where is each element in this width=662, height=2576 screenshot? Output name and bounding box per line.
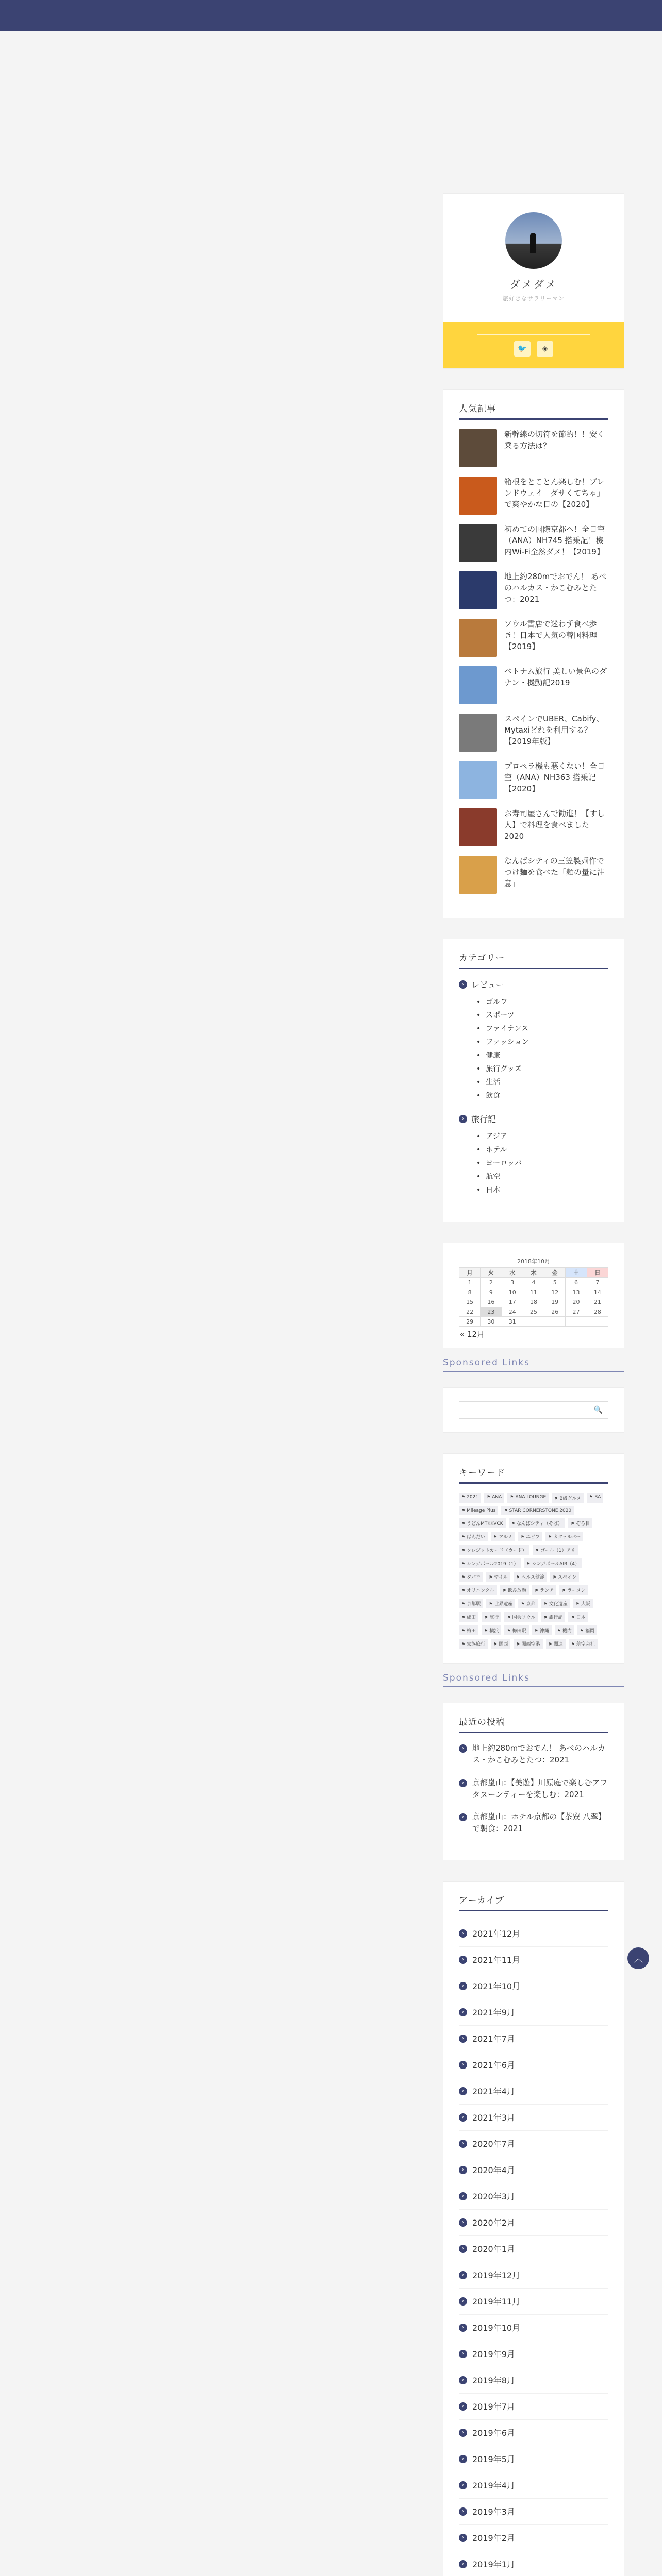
popular-post-item[interactable]: [459, 524, 608, 562]
calendar-day: 26: [544, 1307, 566, 1317]
archive-item[interactable]: [459, 2525, 608, 2551]
category-parent[interactable]: [459, 978, 608, 990]
archive-item-label[interactable]: 2021年3月: [472, 2113, 515, 2123]
calendar-day: 18: [523, 1297, 544, 1307]
keyword-tag[interactable]: ⚑ クレジットカード（カード）: [459, 1545, 529, 1555]
popular-post-thumbnail[interactable]: [459, 714, 497, 752]
archive-item-label[interactable]: 2019年2月: [472, 2533, 515, 2543]
keyword-tag[interactable]: ⚑ ランチ: [532, 1585, 556, 1595]
calendar-day: 31: [502, 1317, 523, 1327]
archive-item[interactable]: [459, 2551, 608, 2576]
archive-item-label[interactable]: 2021年11月: [472, 1955, 521, 1965]
calendar-weekday: 木: [523, 1268, 544, 1278]
recent-post-item[interactable]: [459, 1811, 608, 1835]
chevron-right-icon: ›: [459, 2166, 467, 2174]
popular-post-title[interactable]: 地上約280mでおでん！ あべのハルカス・かこむみとたつ：2021: [504, 572, 606, 604]
popular-post-thumbnail[interactable]: [459, 477, 497, 515]
chevron-right-icon: ›: [459, 2560, 467, 2568]
chevron-right-icon: ›: [459, 2271, 467, 2279]
chevron-right-icon: ›: [459, 1813, 467, 1821]
calendar-day: 10: [502, 1287, 523, 1297]
archive-item[interactable]: [459, 2367, 608, 2394]
category-item[interactable]: • 健康: [476, 1049, 608, 1062]
calendar-day: 3: [502, 1278, 523, 1287]
recent-post-item[interactable]: [459, 1742, 608, 1767]
calendar-day: 19: [544, 1297, 566, 1307]
category-item[interactable]: • 飲食: [476, 1089, 608, 1103]
keyword-tag[interactable]: ⚑ 梅田駅: [504, 1625, 528, 1635]
archive-item[interactable]: [459, 2446, 608, 2472]
search-widget: [443, 1387, 624, 1433]
popular-post-thumbnail[interactable]: [459, 429, 497, 467]
archive-item[interactable]: [459, 2499, 608, 2525]
keyword-tag[interactable]: ⚑ エビフ: [518, 1532, 542, 1541]
popular-post-title[interactable]: 初めての国際京都へ！全日空（ANA）NH745 搭乗記！機内Wi-Fi全然ダメ！【2019】: [504, 524, 605, 556]
popular-post-item[interactable]: [459, 856, 608, 894]
chevron-right-icon: ›: [459, 2245, 467, 2253]
archive-item-label[interactable]: 2020年4月: [472, 2165, 515, 2175]
calendar-day: 23: [481, 1307, 502, 1317]
profile-subtitle: 旅好きなサラリーマン: [503, 295, 565, 302]
calendar-day: 12: [544, 1287, 566, 1297]
category-item[interactable]: • アジア: [476, 1130, 608, 1143]
keyword-tag[interactable]: ⚑ なんばシティ（そば）: [509, 1518, 565, 1528]
calendar-widget: [443, 1243, 624, 1348]
archive-item-label[interactable]: 2019年12月: [472, 2270, 521, 2280]
archive-item[interactable]: [459, 2289, 608, 2315]
keyword-tag[interactable]: ⚑ 文化遺産: [541, 1599, 570, 1608]
sponsored-links-label: Sponsored Links: [443, 1358, 624, 1372]
calendar-weekday: 水: [502, 1268, 523, 1278]
popular-post-title[interactable]: ベトナム旅行 美しい景色のダナン・機動記2019: [504, 667, 607, 687]
category-children: [459, 995, 608, 1103]
archive-item-label[interactable]: 2020年3月: [472, 2192, 515, 2201]
calendar-day: 28: [587, 1307, 608, 1317]
recent-post-title[interactable]: 京都嵐山：ホテル京都の【茶寮 八翠】で朝食：2021: [472, 1812, 606, 1834]
sponsored-links-label-2: Sponsored Links: [443, 1673, 624, 1687]
popular-post-title[interactable]: なんばシティの三笠製麺作でつけ麺を食べた「麺の量に注意」: [504, 856, 605, 888]
chevron-right-icon: ›: [459, 2507, 467, 2516]
keyword-tag[interactable]: ⚑ STAR CORNERSTONE 2020: [501, 1506, 574, 1515]
keyword-tag[interactable]: ⚑ 梅田: [459, 1625, 478, 1635]
keyword-tag[interactable]: ⚑ BA: [587, 1493, 604, 1503]
keyword-tag[interactable]: ⚑ 大阪: [573, 1599, 593, 1608]
keyword-tag[interactable]: ⚑ ゴール（1）アリ: [533, 1545, 578, 1555]
chevron-right-icon: ›: [459, 2324, 467, 2332]
calendar-day: 14: [587, 1287, 608, 1297]
keyword-tag[interactable]: ⚑ 飲み放題: [500, 1585, 529, 1595]
category-item[interactable]: • ホテル: [476, 1143, 608, 1157]
calendar-day: 8: [459, 1287, 481, 1297]
calendar-day: 15: [459, 1297, 481, 1307]
keyword-tag[interactable]: ⚑ 旅行: [482, 1612, 501, 1622]
archive-widget: [443, 1881, 624, 2576]
chevron-right-icon: ›: [459, 2192, 467, 2200]
category-item[interactable]: • 航空: [476, 1170, 608, 1183]
calendar-weekday: 月: [459, 1268, 481, 1278]
sidebar: [443, 193, 624, 2576]
chevron-right-icon: ›: [459, 2087, 467, 2095]
calendar-day: 5: [544, 1278, 566, 1287]
profile-sns-bar: [443, 322, 624, 368]
calendar-week: [459, 1287, 608, 1297]
category-item[interactable]: • ファッション: [476, 1036, 608, 1049]
archive-item-label[interactable]: 2021年10月: [472, 1981, 521, 1991]
site-header-bar: [0, 0, 662, 31]
chevron-right-icon: ›: [459, 2534, 467, 2542]
archive-item[interactable]: [459, 2341, 608, 2367]
keyword-tag[interactable]: ⚑ 沖縄: [532, 1625, 552, 1635]
search-input[interactable]: [465, 1406, 594, 1414]
keyword-tag[interactable]: ⚑ 旅行記: [541, 1612, 565, 1622]
chevron-right-icon: ›: [459, 2402, 467, 2411]
keyword-tag[interactable]: ⚑ 家族旅行: [459, 1639, 488, 1649]
archive-item[interactable]: [459, 2105, 608, 2131]
popular-post-title[interactable]: お寿司屋さんで勧進！【すし人】で料理を食べました 2020: [504, 809, 605, 841]
calendar-day: 27: [566, 1307, 587, 1317]
calendar-week: [459, 1307, 608, 1317]
popular-post-thumbnail[interactable]: [459, 571, 497, 609]
chevron-right-icon: ›: [459, 1982, 467, 1990]
calendar-day: [566, 1317, 587, 1327]
archive-item[interactable]: [459, 2210, 608, 2236]
archive-item-label[interactable]: 2019年6月: [472, 2428, 515, 2438]
popular-post-item[interactable]: [459, 619, 608, 657]
keyword-tag[interactable]: ⚑ 国会ソウル: [504, 1612, 538, 1622]
popular-post-thumbnail[interactable]: [459, 666, 497, 704]
category-parent-label[interactable]: レビュー: [471, 980, 505, 990]
chevron-right-icon: ›: [459, 2481, 467, 2489]
calendar-week: [459, 1278, 608, 1287]
keyword-tag[interactable]: ⚑ ぞろ目: [568, 1518, 592, 1528]
keyword-tag[interactable]: ⚑ タバコ: [459, 1572, 483, 1582]
calendar-day: 25: [523, 1307, 544, 1317]
category-item[interactable]: • 日本: [476, 1183, 608, 1197]
archive-item-label[interactable]: 2020年7月: [472, 2139, 515, 2149]
category-group: [459, 978, 608, 1103]
category-children: [459, 1130, 608, 1197]
archive-item[interactable]: [459, 2262, 608, 2289]
search-icon[interactable]: 🔍: [593, 1406, 603, 1414]
archive-item[interactable]: [459, 1973, 608, 1999]
calendar-day: 2: [481, 1278, 502, 1287]
category-parent[interactable]: [459, 1113, 608, 1125]
archive-item[interactable]: [459, 2472, 608, 2499]
chevron-right-icon: ›: [459, 2429, 467, 2437]
chevron-right-icon: ›: [459, 2061, 467, 2069]
chevron-right-icon: ›: [459, 2008, 467, 2016]
archive-item[interactable]: [459, 2131, 608, 2157]
chevron-right-icon: ›: [459, 2035, 467, 2043]
archive-item[interactable]: [459, 2183, 608, 2210]
calendar-day: 17: [502, 1297, 523, 1307]
archive-item-label[interactable]: 2021年6月: [472, 2060, 515, 2070]
calendar-day: 24: [502, 1307, 523, 1317]
chevron-right-icon: ›: [459, 2218, 467, 2227]
calendar-prev-link[interactable]: « 12月: [460, 1330, 485, 1339]
keyword-tag[interactable]: ⚑ カクテルバー: [545, 1532, 583, 1541]
category-item[interactable]: • ゴルフ: [476, 995, 608, 1009]
archive-item-label[interactable]: 2019年10月: [472, 2323, 521, 2333]
archive-item[interactable]: [459, 1999, 608, 2026]
calendar-day: 6: [566, 1278, 587, 1287]
keyword-tag[interactable]: ⚑ 航空会社: [569, 1639, 598, 1649]
keyword-tag[interactable]: ⚑ スペイン: [550, 1572, 579, 1582]
popular-post-item[interactable]: [459, 477, 608, 515]
chevron-right-icon: ›: [459, 2376, 467, 2384]
archive-item[interactable]: [459, 2236, 608, 2262]
popular-post-title[interactable]: プロペラ機も悪くない！全日空（ANA）NH363 搭乗記【2020】: [504, 761, 605, 793]
chevron-right-icon: ›: [459, 1744, 467, 1753]
calendar-week: [459, 1317, 608, 1327]
twitter-icon[interactable]: 🐦: [514, 341, 531, 357]
recent-posts-title: 最近の投稿: [459, 1715, 608, 1733]
chevron-right-icon: ›: [459, 2297, 467, 2306]
calendar-day: [544, 1317, 566, 1327]
archive-item-label[interactable]: 2019年5月: [472, 2454, 515, 2464]
calendar-day: 1: [459, 1278, 481, 1287]
popular-post-title[interactable]: 箱根をとことん楽しむ！ブレンドウェイ「ダサくてちゃ」で爽やかな日の【2020】: [504, 477, 605, 509]
keyword-tag[interactable]: ⚑ シンガポール2019（1）: [459, 1558, 521, 1568]
keyword-tag[interactable]: ⚑ シンガポールAIR（4）: [524, 1558, 582, 1568]
calendar-day: [587, 1317, 608, 1327]
calendar-day: 22: [459, 1307, 481, 1317]
keyword-tag[interactable]: ⚑ 機内: [555, 1625, 574, 1635]
archive-item[interactable]: [459, 2026, 608, 2052]
category-item[interactable]: • ファイナンス: [476, 1022, 608, 1036]
archive-item-label[interactable]: 2020年1月: [472, 2244, 515, 2254]
keyword-tag[interactable]: ⚑ うどんMTKKVCK: [459, 1518, 506, 1528]
chevron-right-icon: ›: [459, 1956, 467, 1964]
calendar-day: [523, 1317, 544, 1327]
categories-title: カテゴリー: [459, 951, 608, 969]
keywords-widget: [443, 1453, 624, 1664]
calendar-weekday: 日: [587, 1268, 608, 1278]
chevron-right-icon: ›: [459, 1115, 467, 1123]
chevron-right-icon: ›: [459, 1779, 467, 1787]
keyword-tag[interactable]: ⚑ 世界遺産: [486, 1599, 515, 1608]
recent-post-item[interactable]: [459, 1777, 608, 1801]
calendar-day: 7: [587, 1278, 608, 1287]
popular-posts-widget: [443, 389, 624, 918]
keyword-tag[interactable]: ⚑ 京都駅: [459, 1599, 483, 1608]
chevron-right-icon: ›: [459, 1929, 467, 1938]
archive-item[interactable]: [459, 2420, 608, 2446]
keyword-tag[interactable]: ⚑ 関西: [491, 1639, 510, 1649]
calendar-day: 9: [481, 1287, 502, 1297]
archive-item-label[interactable]: 2021年7月: [472, 2034, 515, 2044]
keyword-tag[interactable]: ⚑ ANA: [484, 1493, 504, 1503]
category-item[interactable]: • 生活: [476, 1076, 608, 1089]
profile-widget: [443, 193, 624, 369]
keyword-tag[interactable]: ⚑ 日本: [568, 1612, 588, 1622]
popular-post-item[interactable]: [459, 714, 608, 752]
popular-post-thumbnail[interactable]: [459, 856, 497, 894]
keyword-tag[interactable]: ⚑ 関西空港: [514, 1639, 542, 1649]
recent-post-title[interactable]: 京都嵐山：【美遊】川原庭で楽しむアフタヌーンティーを楽しむ：2021: [472, 1777, 608, 1799]
calendar: [459, 1255, 608, 1327]
archive-item[interactable]: [459, 2052, 608, 2078]
chevron-right-icon: ›: [459, 2140, 467, 2148]
popular-post-title[interactable]: 新幹線の切符を節約！！安く乗る方法は？: [504, 430, 605, 450]
keyword-tag[interactable]: ⚑ ANA LOUNGE: [507, 1493, 549, 1503]
archive-item-label[interactable]: 2021年9月: [472, 2008, 515, 2018]
keyword-tag[interactable]: ⚑ Mileage Plus: [459, 1506, 498, 1515]
calendar-weekday: 金: [544, 1268, 566, 1278]
archive-item[interactable]: [459, 2078, 608, 2105]
profile-name: ダメダメ: [510, 278, 557, 291]
archive-item-label[interactable]: 2019年11月: [472, 2297, 521, 2307]
category-group: [459, 1113, 608, 1197]
popular-post-thumbnail[interactable]: [459, 619, 497, 657]
keyword-tag[interactable]: ⚑ ヘルス健診: [514, 1572, 547, 1582]
popular-post-item[interactable]: [459, 808, 608, 846]
keyword-tag[interactable]: ⚑ 京都: [518, 1599, 538, 1608]
feedly-icon[interactable]: ◈: [537, 341, 553, 357]
popular-post-item[interactable]: [459, 666, 608, 704]
chevron-right-icon: ›: [459, 2113, 467, 2122]
calendar-day: 13: [566, 1287, 587, 1297]
archive-item-label[interactable]: 2019年1月: [472, 2560, 515, 2569]
popular-posts-title: 人気記事: [459, 401, 608, 420]
archive-item-label[interactable]: 2021年12月: [472, 1929, 521, 1939]
calendar-day: 29: [459, 1317, 481, 1327]
archive-item[interactable]: [459, 1947, 608, 1973]
calendar-caption: 2018年10月: [459, 1255, 608, 1267]
category-item[interactable]: • ヨーロッパ: [476, 1157, 608, 1170]
calendar-day: 16: [481, 1297, 502, 1307]
category-parent-label[interactable]: 旅行記: [471, 1114, 496, 1124]
archive-item-label[interactable]: 2019年3月: [472, 2507, 515, 2517]
keyword-tag[interactable]: ⚑ マイル: [486, 1572, 510, 1582]
recent-posts-widget: [443, 1703, 624, 1860]
keyword-tag[interactable]: ⚑ 横浜: [482, 1625, 501, 1635]
category-item[interactable]: • スポーツ: [476, 1009, 608, 1022]
archive-item-label[interactable]: 2021年4月: [472, 2087, 515, 2096]
keyword-tag[interactable]: ⚑ アルミ: [491, 1532, 515, 1541]
keyword-tag[interactable]: ⚑ ばんだい: [459, 1532, 488, 1541]
popular-post-item[interactable]: [459, 429, 608, 467]
archive-item-label[interactable]: 2020年2月: [472, 2218, 515, 2228]
archive-item[interactable]: [459, 2315, 608, 2341]
calendar-weekday: 土: [566, 1268, 587, 1278]
keywords-title: キーワード: [459, 1465, 608, 1484]
chevron-right-icon: ›: [459, 2350, 467, 2358]
keyword-tag[interactable]: ⚑ オリエンタル: [459, 1585, 497, 1595]
keyword-tag[interactable]: ⚑ B級グルメ: [552, 1493, 584, 1503]
chevron-right-icon: ›: [459, 2455, 467, 2463]
archive-item-label[interactable]: 2019年9月: [472, 2349, 515, 2359]
recent-post-title[interactable]: 地上約280mでおでん！ あべのハルカス・かこむみとたつ：2021: [472, 1743, 605, 1765]
categories-widget: [443, 939, 624, 1222]
popular-post-item[interactable]: [459, 571, 608, 609]
popular-post-title[interactable]: ソウル書店で迷わず食べ歩き！日本で人気の韓国料理【2019】: [504, 619, 598, 651]
archive-item-label[interactable]: 2019年7月: [472, 2402, 515, 2412]
keyword-tag[interactable]: ⚑ 福岡: [577, 1625, 597, 1635]
avatar: [505, 212, 562, 269]
archive-item-label[interactable]: 2019年4月: [472, 2481, 515, 2490]
back-to-top-button[interactable]: ︿: [627, 1947, 649, 1969]
chevron-right-icon: ›: [459, 980, 467, 989]
calendar-weekday: 火: [481, 1268, 502, 1278]
archive-item[interactable]: [459, 1921, 608, 1947]
calendar-day: 21: [587, 1297, 608, 1307]
archive-item[interactable]: [459, 2157, 608, 2183]
calendar-day: 20: [566, 1297, 587, 1307]
popular-post-item[interactable]: [459, 761, 608, 799]
calendar-day: 11: [523, 1287, 544, 1297]
keyword-tag[interactable]: ⚑ 2021: [459, 1493, 481, 1503]
popular-post-thumbnail[interactable]: [459, 808, 497, 846]
keyword-tag[interactable]: ⚑ 関連: [546, 1639, 566, 1649]
category-item[interactable]: • 旅行グッズ: [476, 1062, 608, 1076]
keyword-tag[interactable]: ⚑ ラーメン: [559, 1585, 588, 1595]
calendar-week: [459, 1297, 608, 1307]
calendar-day: 4: [523, 1278, 544, 1287]
archive-item-label[interactable]: 2019年8月: [472, 2376, 515, 2385]
popular-post-title[interactable]: スペインでUBER、Cabify、Mytaxiどれを利用する？【2019年版】: [504, 714, 604, 746]
calendar-day: 30: [481, 1317, 502, 1327]
archive-title: アーカイブ: [459, 1893, 608, 1911]
keyword-tag[interactable]: ⚑ 成田: [459, 1612, 478, 1622]
popular-post-thumbnail[interactable]: [459, 761, 497, 799]
archive-item[interactable]: [459, 2394, 608, 2420]
popular-post-thumbnail[interactable]: [459, 524, 497, 562]
